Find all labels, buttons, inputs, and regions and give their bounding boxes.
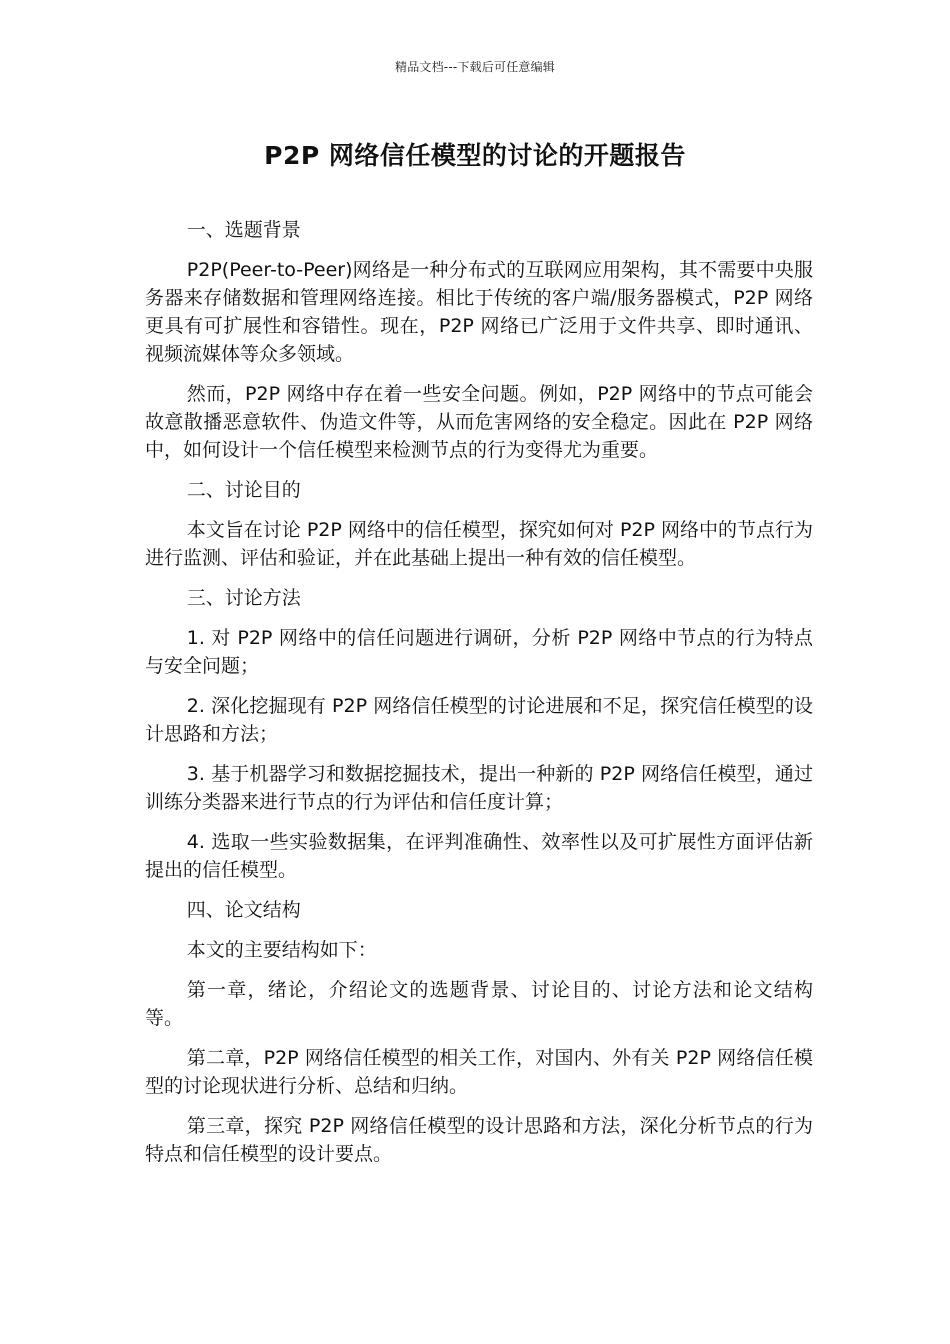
section-heading-methods: 三、讨论方法 xyxy=(186,587,301,609)
paragraph-background-1: P2P(Peer-to-Peer)网络是一种分布式的互联网应用架构，其不需要中央服务器来存储数据和管理网络连接。相比于传统的客户端/服务器模式，P2P 网络更具有可扩展性和容错性。现在，P2P 网络已广泛用于文件共享、即时通讯、视频流媒体等众多领域。 xyxy=(145,259,813,365)
header-note: 精品文档---下载后可任意编辑 xyxy=(395,60,555,74)
paragraph-background-2: 然而，P2P 网络中存在着一些安全问题。例如，P2P 网络中的节点可能会故意散播恶意软件、伪造文件等，从而危害网络的安全稳定。因此在 P2P 网络中，如何设计一个信任模型来检测节点的行为变得尤为重要。 xyxy=(145,383,813,461)
method-item-2: 2. 深化挖掘现有 P2P 网络信任模型的讨论进展和不足，探究信任模型的设计思路和方法； xyxy=(145,695,813,745)
chapter-2-description: 第二章，P2P 网络信任模型的相关工作，对国内、外有关 P2P 网络信任模型的讨论现状进行分析、总结和归纳。 xyxy=(145,1047,813,1097)
section-heading-structure: 四、论文结构 xyxy=(186,899,301,921)
chapter-3-description: 第三章，探究 P2P 网络信任模型的设计思路和方法，深化分析节点的行为特点和信任模型的设计要点。 xyxy=(145,1115,813,1165)
document-title: P2P 网络信任模型的讨论的开题报告 xyxy=(264,141,686,170)
section-heading-background: 一、选题背景 xyxy=(186,219,301,241)
paragraph-purpose: 本文旨在讨论 P2P 网络中的信任模型，探究如何对 P2P 网络中的节点行为进行监测、评估和验证，并在此基础上提出一种有效的信任模型。 xyxy=(145,519,813,569)
method-item-4: 4. 选取一些实验数据集，在评判准确性、效率性以及可扩展性方面评估新提出的信任模型。 xyxy=(145,831,813,881)
chapter-1-description: 第一章，绪论，介绍论文的选题背景、讨论目的、讨论方法和论文结构等。 xyxy=(145,979,813,1029)
method-item-3: 3. 基于机器学习和数据挖掘技术，提出一种新的 P2P 网络信任模型，通过训练分类器来进行节点的行为评估和信任度计算； xyxy=(145,763,813,813)
paragraph-structure-intro: 本文的主要结构如下： xyxy=(186,939,377,961)
section-heading-purpose: 二、讨论目的 xyxy=(186,479,301,501)
document-body xyxy=(145,216,813,1180)
method-item-1: 1. 对 P2P 网络中的信任问题进行调研，分析 P2P 网络中节点的行为特点与安全问题； xyxy=(145,627,813,677)
